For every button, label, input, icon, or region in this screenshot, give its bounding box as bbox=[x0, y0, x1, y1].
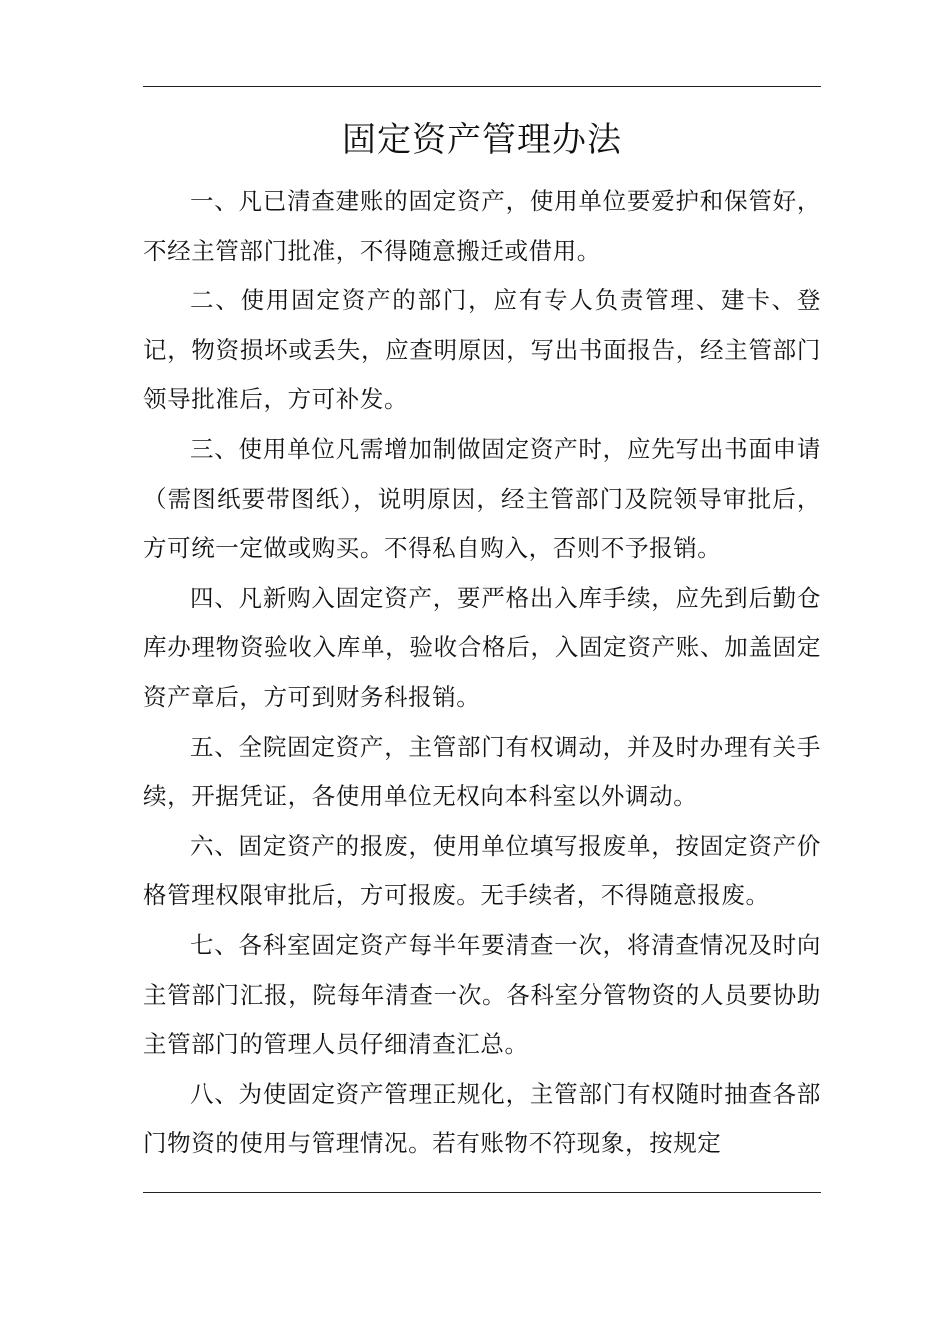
paragraph-5: 五、全院固定资产，主管部门有权调动，并及时办理有关手续，开据凭证，各使用单位无权向本科室以外调动。 bbox=[143, 732, 821, 811]
paragraph-4: 四、凡新购入固定资产，要严格出入库手续，应先到后勤仓库办理物资验收入库单，验收合格后，入固定资产账、加盖固定资产章后，方可到财务科报销。 bbox=[143, 583, 821, 711]
paragraph-3: 三、使用单位凡需增加制做固定资产时，应先写出书面申请（需图纸要带图纸），说明原因，经主管部门及院领导审批后，方可统一定做或购买。不得私自购入，否则不予报销。 bbox=[143, 434, 821, 563]
paragraph-7: 七、各科室固定资产每半年要清查一次，将清查情况及时向主管部门汇报，院每年清查一次。各科室分管物资的人员要协助主管部门的管理人员仔细清查汇总。 bbox=[143, 930, 821, 1059]
paragraph-1: 一、凡已清查建账的固定资产，使用单位要爱护和保管好，不经主管部门批准，不得随意搬迁或借用。 bbox=[143, 187, 821, 265]
paragraph-8: 八、为使固定资产管理正规化，主管部门有权随时抽查各部门物资的使用与管理情况。若有账物不符现象，按规定 bbox=[143, 1079, 821, 1158]
document-body bbox=[143, 177, 821, 1169]
header-rule bbox=[143, 86, 821, 87]
paragraph-2: 二、使用固定资产的部门，应有专人负责管理、建卡、登记，物资损坏或丢失，应查明原因，写出书面报告，经主管部门领导批准后，方可补发。 bbox=[143, 286, 821, 414]
footer-rule bbox=[143, 1192, 821, 1193]
document-title: 固定资产管理办法 bbox=[342, 120, 622, 160]
paragraph-6: 六、固定资产的报废，使用单位填写报废单，按固定资产价格管理权限审批后，方可报废。无手续者，不得随意报废。 bbox=[143, 831, 821, 910]
